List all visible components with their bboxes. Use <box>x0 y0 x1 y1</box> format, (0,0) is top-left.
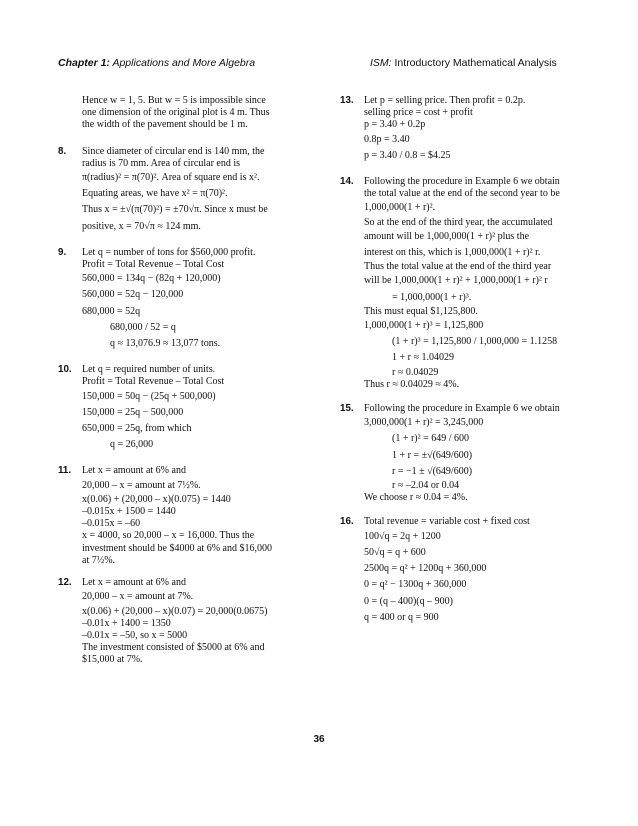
solution-line: p = 3.40 / 0.8 = $4.25 <box>364 149 451 161</box>
problem-block <box>340 176 600 391</box>
solution-line: Profit = Total Revenue – Total Cost <box>82 376 225 388</box>
problem-number: 10. <box>58 364 72 376</box>
problem-block <box>340 516 600 625</box>
problem-number: 14. <box>340 176 354 188</box>
solution-line: Following the procedure in Example 6 we obtain <box>364 403 560 415</box>
solution-line: selling price = cost + profit <box>364 107 473 119</box>
solution-line: This must equal $1,125,800. <box>364 305 478 317</box>
solution-line: 20,000 – x = amount at 7½%. <box>82 479 201 491</box>
chapter-label: Chapter 1: <box>58 57 110 69</box>
solution-line: r = −1 ± √(649/600) <box>392 465 473 477</box>
solution-line: one dimension of the original plot is 4 m. Thus <box>82 107 270 119</box>
solution-line: 20,000 – x = amount at 7%. <box>82 591 194 603</box>
solution-line: 150,000 = 50q − (25q + 500,000) <box>82 390 216 402</box>
solution-line: 1,000,000(1 + r)³ = 1,125,800 <box>364 320 484 332</box>
problem-number: 8. <box>58 145 67 157</box>
solution-line: r ≈ –2.04 or 0.04 <box>392 480 460 492</box>
solution-line: Profit = Total Revenue – Total Cost <box>82 259 225 271</box>
solution-line: 680,000 / 52 = q <box>110 321 176 333</box>
solution-line: Since diameter of circular end is 140 mm, the <box>82 145 265 157</box>
problem-block <box>58 95 313 132</box>
problem-number: 11. <box>58 465 72 477</box>
solution-line: x(0.06) + (20,000 – x)(0.07) = 20,000(0.0675) <box>82 605 268 617</box>
book-title: Introductory Mathematical Analysis <box>394 57 557 69</box>
problem-block <box>58 146 313 235</box>
solution-line: (1 + r)³ = 1,125,800 / 1,000,000 = 1.1258 <box>392 336 558 348</box>
left-column <box>58 95 313 667</box>
solution-line: 3,000,000(1 + r)² = 3,245,000 <box>364 417 484 429</box>
solution-line: 0 = (q – 400)(q – 900) <box>364 595 453 607</box>
problem-number: 15. <box>340 403 354 415</box>
problem-number: 16. <box>340 516 354 528</box>
solution-line: So at the end of the third year, the accumulated <box>364 216 553 228</box>
solution-line: q ≈ 13,076.9 ≈ 13,077 tons. <box>110 338 221 350</box>
solution-line: q = 26,000 <box>110 439 154 451</box>
solution-line: We choose r ≈ 0.04 = 4%. <box>364 492 468 504</box>
problem-block <box>58 577 313 666</box>
solution-line: 2500q = q² + 1200q + 360,000 <box>364 563 487 575</box>
solution-line: Thus x = ±√(π(70)²) = ±70√π. Since x must be <box>82 204 268 216</box>
solution-line: Let q = number of tons for $560,000 profit. <box>82 246 256 258</box>
solution-line: 150,000 = 25q − 500,000 <box>82 406 184 418</box>
solution-line: 560,000 = 52q − 120,000 <box>82 289 184 301</box>
solution-line: amount will be 1,000,000(1 + r)² plus the <box>364 230 530 242</box>
solution-line: Thus the total value at the end of the third year <box>364 261 552 273</box>
solution-line: x(0.06) + (20,000 – x)(0.075) = 1440 <box>82 493 231 505</box>
problem-block <box>58 364 313 453</box>
solution-line: –0.01x = –50, so x = 5000 <box>82 629 188 641</box>
solution-line: radius is 70 mm. Area of circular end is <box>82 157 241 169</box>
solution-line: $15,000 at 7%. <box>82 654 143 666</box>
solution-line: 1 + r = ±√(649/600) <box>392 449 473 461</box>
solution-line: –0.01x + 1400 = 1350 <box>82 617 171 629</box>
solution-line: 1 + r ≈ 1.04029 <box>392 352 454 364</box>
solution-line: q = 400 or q = 900 <box>364 611 439 623</box>
page-number: 36 <box>313 734 325 745</box>
solution-line: 680,000 = 52q <box>82 305 141 317</box>
running-header-chapter <box>58 57 255 69</box>
solution-line: = 1,000,000(1 + r)³. <box>392 291 472 303</box>
solution-line: 0 = q² − 1300q + 360,000 <box>364 579 467 591</box>
solution-line: π(radius)² = π(70)². Area of square end is x². <box>82 172 260 184</box>
right-column <box>340 95 600 626</box>
chapter-title: Applications and More Algebra <box>112 57 256 69</box>
solution-line: Thus r ≈ 0.04029 ≈ 4%. <box>364 378 460 390</box>
solution-line: Following the procedure in Example 6 we obtain <box>364 176 560 188</box>
solution-line: 100√q = 2q + 1200 <box>364 530 441 542</box>
solution-line: positive, x = 70√π ≈ 124 mm. <box>82 220 201 232</box>
solution-line: the total value at the end of the second year to be <box>364 188 560 200</box>
solution-line: 0.8p = 3.40 <box>364 133 410 145</box>
solution-line: r ≈ 0.04029 <box>392 366 439 378</box>
solution-line: investment should be $4000 at 6% and $16,000 <box>82 542 272 554</box>
solution-line: at 7½%. <box>82 554 116 566</box>
solution-line: 560,000 = 134q − (82q + 120,000) <box>82 273 221 285</box>
problem-number: 9. <box>58 246 67 258</box>
problem-number: 13. <box>340 95 354 106</box>
running-header-book <box>370 57 557 69</box>
problem-block <box>58 247 313 352</box>
solution-line: Hence w = 1, 5. But w = 5 is impossible since <box>82 95 266 106</box>
solution-line: The investment consisted of $5000 at 6% and <box>82 642 265 654</box>
solution-line: the width of the pavement should be 1 m. <box>82 119 248 131</box>
solution-line: Let x = amount at 6% and <box>82 577 186 589</box>
solution-line: Let x = amount at 6% and <box>82 465 186 477</box>
problem-block <box>58 465 313 567</box>
solution-line: –0.015x + 1500 = 1440 <box>82 506 176 518</box>
solution-line: 1,000,000(1 + r)². <box>364 202 436 214</box>
solution-line: Total revenue = variable cost + fixed cost <box>364 516 530 528</box>
solution-line: p = 3.40 + 0.2p <box>364 119 426 131</box>
solution-line: –0.015x = –60 <box>82 518 141 530</box>
problem-number: 12. <box>58 577 72 589</box>
solution-line: Let q = required number of units. <box>82 364 216 376</box>
solution-line: interest on this, which is 1,000,000(1 + r)² r. <box>364 247 541 259</box>
solution-line: (1 + r)² = 649 / 600 <box>392 433 470 445</box>
solution-line: Equating areas, we have x² = π(70)². <box>82 188 228 200</box>
problem-block <box>340 95 600 164</box>
book-abbrev: ISM: <box>370 57 392 69</box>
solution-line: will be 1,000,000(1 + r)² + 1,000,000(1 + r)² r <box>364 275 548 287</box>
solution-line: 50√q = q + 600 <box>364 546 426 558</box>
problem-block <box>340 403 600 504</box>
solution-line: Let p = selling price. Then profit = 0.2p. <box>364 95 526 106</box>
solution-line: 650,000 = 25q, from which <box>82 423 192 435</box>
solution-line: x = 4000, so 20,000 – x = 16,000. Thus the <box>82 530 255 542</box>
